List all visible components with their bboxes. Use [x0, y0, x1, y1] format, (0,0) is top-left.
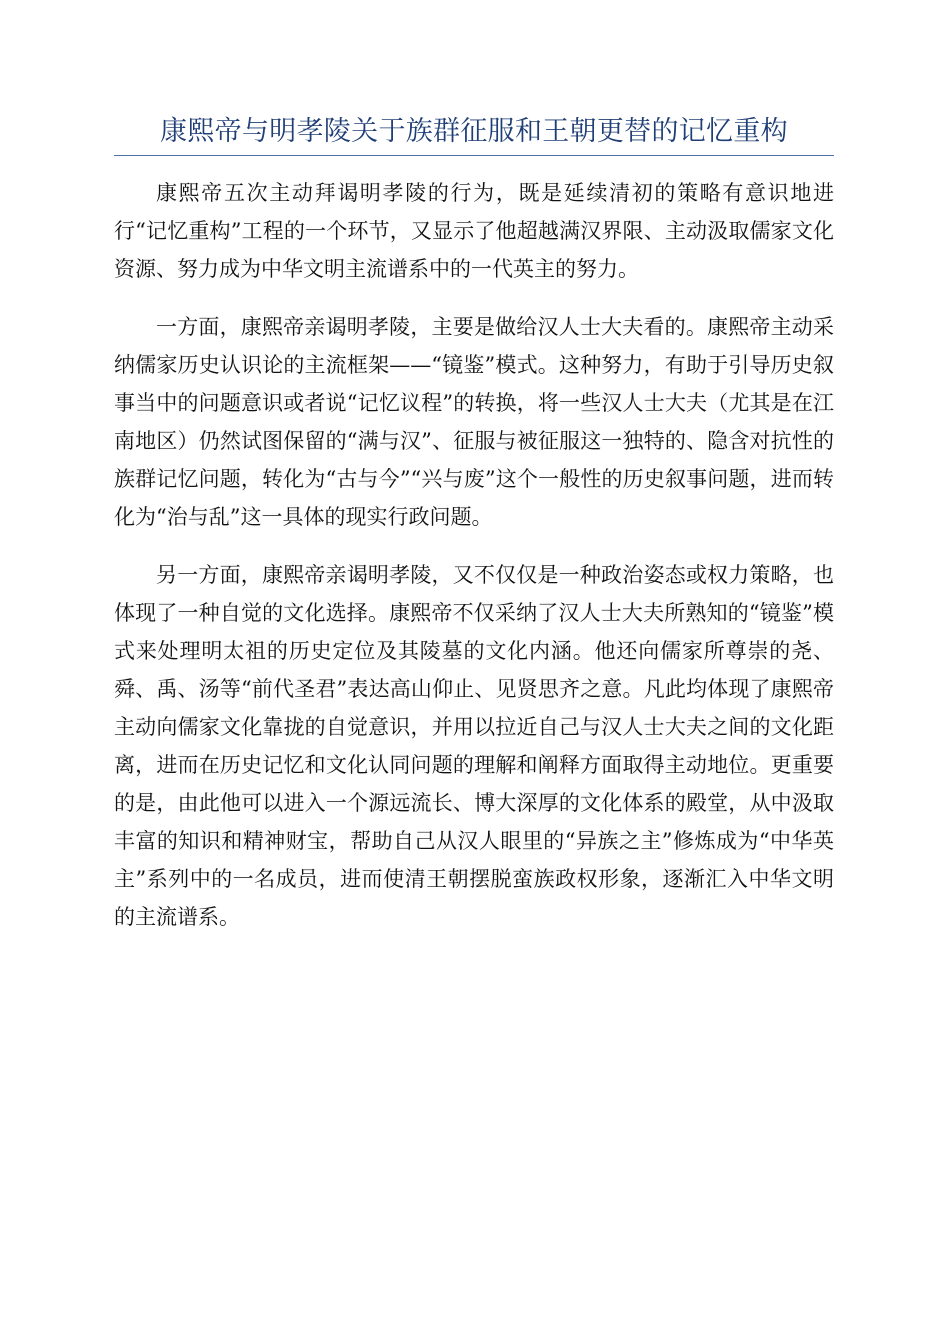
document-title: 康熙帝与明孝陵关于族群征服和王朝更替的记忆重构	[160, 116, 788, 147]
paragraph-1: 康熙帝五次主动拜谒明孝陵的行为，既是延续清初的策略有意识地进行“记忆重构”工程的一个环节，又显示了他超越满汉界限、主动汲取儒家文化资源、努力成为中华文明主流谱系中的一代英主的努力。	[114, 181, 834, 281]
paragraph-3: 另一方面，康熙帝亲谒明孝陵，又不仅仅是一种政治姿态或权力策略，也体现了一种自觉的文化选择。康熙帝不仅采纳了汉人士大夫所熟知的“镜鉴”模式来处理明太祖的历史定位及其陵墓的文化内涵。他还向儒家所尊崇的尧、舜、禹、汤等“前代圣君”表达高山仰止、见贤思齐之意。凡此均体现了康熙帝主动向儒家文化靠拢的自觉意识，并用以拉近自己与汉人士大夫之间的文化距离，进而在历史记忆和文化认同问题的理解和阐释方面取得主动地位。更重要的是，由此他可以进入一个源远流长、博大深厚的文化体系的殿堂，从中汲取丰富的知识和精神财宝，帮助自己从汉人眼里的“异族之主”修炼成为“中华英主”系列中的一名成员，进而使清王朝摆脱蛮族政权形象，逐渐汇入中华文明的主流谱系。	[114, 563, 834, 929]
document-body	[114, 174, 834, 956]
title-block	[114, 108, 834, 156]
paragraph-2: 一方面，康熙帝亲谒明孝陵，主要是做给汉人士大夫看的。康熙帝主动采纳儒家历史认识论的主流框架——“镜鉴”模式。这种努力，有助于引导历史叙事当中的问题意识或者说“记忆议程”的转换，将一些汉人士大夫（尤其是在江南地区）仍然试图保留的“满与汉”、征服与被征服这一独特的、隐含对抗性的族群记忆问题，转化为“古与今”“兴与废”这个一般性的历史叙事问题，进而转化为“治与乱”这一具体的现实行政问题。	[114, 315, 834, 529]
